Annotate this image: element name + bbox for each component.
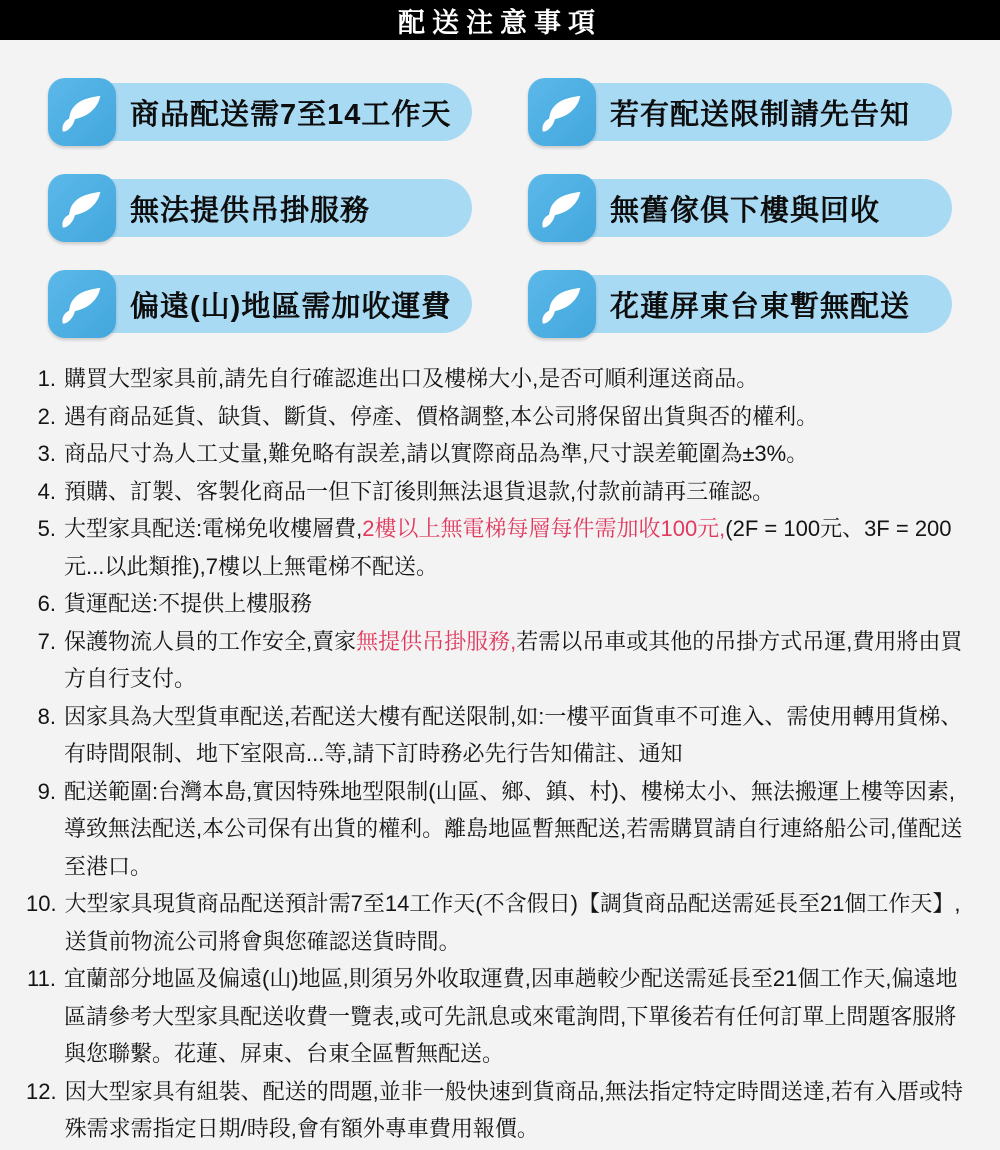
note-item [26,698,976,773]
delivery-badge [528,174,952,242]
delivery-badge [48,270,472,338]
note-item [26,885,976,960]
note-plain-text: 購買大型家具前,請先自行確認進出口及樓梯大小,是否可順利運送商品。 [64,366,759,391]
note-text [65,885,976,960]
note-item [26,585,976,623]
note-item [26,435,976,473]
note-plain-text: 大型家具現貨商品配送預計需7至14工作天(不含假日)【調貨商品配送需延長至21個工作天】,送貨前物流公司將會與您確認送貨時間。 [64,891,961,954]
note-item [26,360,976,398]
badge-label: 偏遠(山)地區需加收運費 [60,275,472,333]
note-number: 1. [37,366,56,391]
note-number: 3. [37,441,56,466]
note-plain-text: 貨運配送:不提供上樓服務 [64,591,313,616]
note-plain-text: 大型家具配送:電梯免收樓層費, [64,516,363,541]
leaf-icon [528,174,596,242]
note-text [64,773,976,886]
leaf-icon [48,174,116,242]
badge-label: 無法提供吊掛服務 [60,179,472,237]
note-number: 4. [37,478,56,504]
notes-list [0,338,1000,1148]
note-number: 10. [26,891,57,916]
note-text [64,473,976,511]
note-accent-text: 無提供吊掛服務, [356,628,517,654]
note-plain-text: 配送範圍:台灣本島,實因特殊地型限制(山區、鄉、鎮、村)、樓梯太小、無法搬運上樓等因素,導致無法配送,本公司保有出貨的權利。離島地區暫無配送,若需購買請自行連絡船公司,僅配送至港口。 [64,778,963,879]
badge-label: 商品配送需7至14工作天 [60,83,472,141]
note-text [64,623,976,698]
note-plain-text: 預購、訂製、客製化商品一但下訂後則無法退貨退款,付款前請再三確認。 [64,478,775,504]
page-title: 配送注意事項 [398,7,602,38]
badge-label: 花蓮屏東台東暫無配送 [540,275,952,333]
note-plain-text: 若需以吊車或其他的吊掛方式吊運,費用將由買方自行支付。 [64,628,963,691]
leaf-icon [528,270,596,338]
badge-label: 無舊傢俱下樓與回收 [540,179,952,237]
note-text [64,585,976,623]
note-plain-text: 保護物流人員的工作安全,賣家 [64,628,357,654]
note-number: 5. [37,516,56,541]
note-text [64,398,976,436]
badges-grid [0,40,1000,338]
note-text [64,510,976,585]
note-plain-text: 因大型家具有組裝、配送的問題,並非一般快速到貨商品,無法指定特定時間送達,若有入厝或特殊需求需指定日期/時段,會有額外專車費用報價。 [64,1078,963,1141]
note-item [26,773,976,886]
note-plain-text: 遇有商品延貨、缺貨、斷貨、停產、價格調整,本公司將保留出貨與否的權利。 [64,403,819,429]
leaf-icon [528,78,596,146]
leaf-icon [48,78,116,146]
header-banner [0,0,1000,40]
note-number: 8. [37,703,56,729]
note-number: 9. [37,778,56,804]
note-accent-text: 2樓以上無電梯每層每件需加收100元, [362,516,726,541]
delivery-badge [48,174,472,242]
delivery-badge [48,78,472,146]
note-plain-text: 商品尺寸為人工丈量,難免略有誤差,請以實際商品為準,尺寸誤差範圍為±3%。 [64,441,809,466]
note-item [26,398,976,436]
note-text [64,698,976,773]
delivery-badge [528,270,952,338]
note-text [65,1073,976,1148]
note-plain-text: 宜蘭部分地區及偏遠(山)地區,則須另外收取運費,因車趟較少配送需延長至21個工作天,偏遠地區請參考大型家具配送收費一覽表,或可先訊息或來電詢問,下單後若有任何訂單上問題客服將與您聯繫。花蓮、屏東、台東全區暫無配送。 [64,966,958,1066]
note-item [26,960,976,1073]
note-number: 7. [37,628,56,654]
note-item [26,510,976,585]
note-item [26,1073,976,1148]
note-item [26,473,976,511]
note-number: 12. [26,1078,57,1104]
note-item [26,623,976,698]
note-text [64,360,976,398]
leaf-icon [48,270,116,338]
note-text [64,435,976,473]
note-number: 6. [37,591,56,616]
note-number: 11. [27,966,56,991]
delivery-badge [528,78,952,146]
note-plain-text: 因家具為大型貨車配送,若配送大樓有配送限制,如:一樓平面貨車不可進入、需使用轉用貨梯、有時間限制、地下室限高...等,請下訂時務必先行告知備註、通知 [64,703,963,766]
note-plain-text: (2F = 100元、3F = 200元...以此類推),7樓以上無電梯不配送。 [64,516,952,579]
badge-label: 若有配送限制請先告知 [540,83,952,141]
note-text [64,960,976,1073]
note-number: 2. [37,403,56,429]
